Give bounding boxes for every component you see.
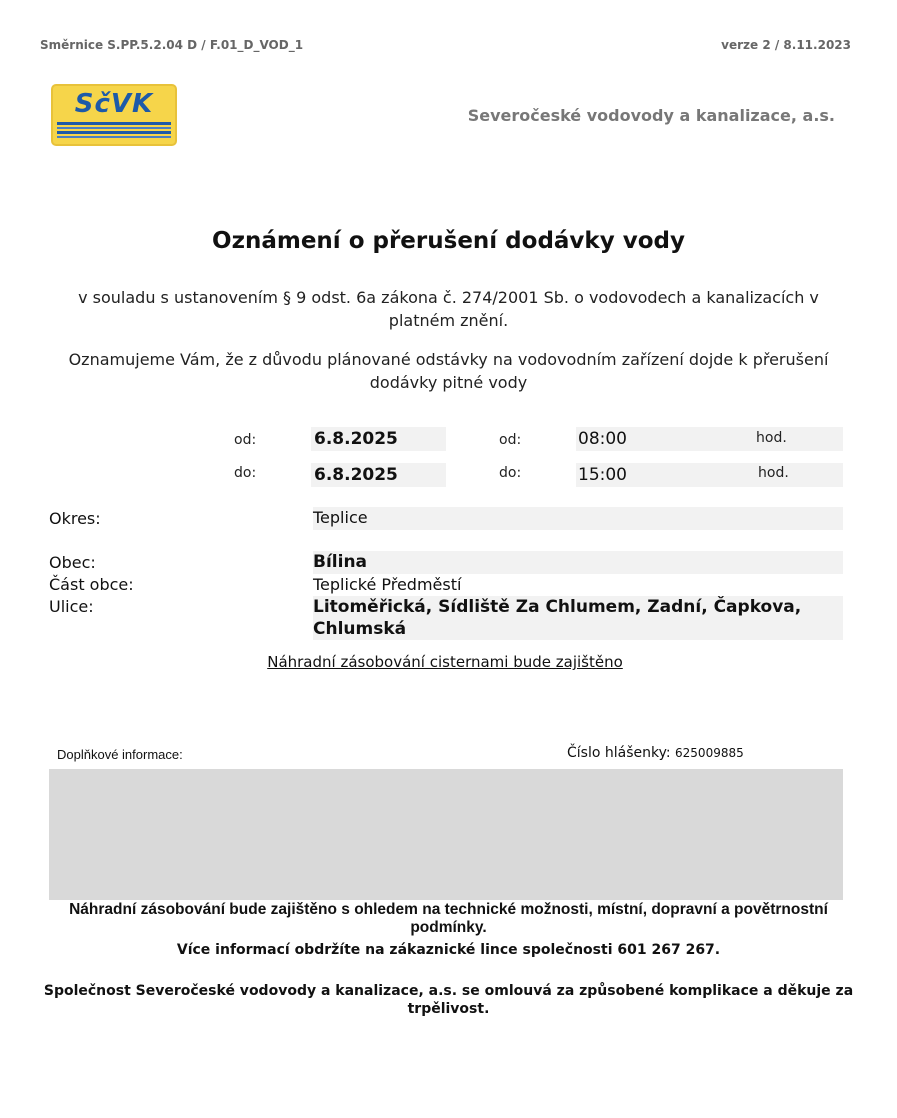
document-reference: Směrnice S.PP.5.2.04 D / F.01_D_VOD_1 bbox=[40, 38, 304, 52]
company-logo bbox=[51, 84, 177, 146]
footer-apology: Společnost Severočeské vodovody a kanalizace, a.s. se omlouvá za způsobené komplikace a děkuje za trpělivost. bbox=[43, 983, 854, 1017]
replacement-supply-note: Náhradní zásobování cisternami bude zajištěno bbox=[267, 653, 623, 671]
time-from-value: 08:00 bbox=[578, 429, 627, 449]
time-from-cell bbox=[576, 427, 843, 451]
document-version: verze 2 / 8.11.2023 bbox=[721, 38, 851, 52]
date-from-value: 6.8.2025 bbox=[314, 429, 398, 449]
announcement-text: Oznamujeme Vám, že z důvodu plánované odstávky na vodovodním zařízení dojde k přerušení dodávky pitné vody bbox=[68, 350, 829, 392]
report-number-row bbox=[567, 745, 744, 761]
report-number-value: 625009885 bbox=[675, 746, 744, 760]
municipality-value: Bílina bbox=[313, 551, 843, 574]
date-from-cell bbox=[311, 427, 446, 451]
company-name: Severočeské vodovody a kanalizace, a.s. bbox=[467, 106, 835, 125]
date-from-label: od: bbox=[234, 432, 257, 448]
report-number-label: Číslo hlášenky: bbox=[567, 745, 671, 761]
time-to-label: do: bbox=[499, 465, 522, 481]
extra-info-box bbox=[49, 769, 843, 900]
district-label: Okres: bbox=[49, 509, 101, 528]
logo-stripes bbox=[57, 122, 171, 142]
hours-label-to: hod. bbox=[758, 465, 789, 481]
date-to-value: 6.8.2025 bbox=[314, 465, 398, 485]
hours-label-from: hod. bbox=[756, 430, 787, 446]
district-part-label: Část obce: bbox=[49, 575, 134, 594]
time-from-label: od: bbox=[499, 432, 522, 448]
footer-contact: Více informací obdržíte na zákaznické lince společnosti 601 267 267. bbox=[176, 942, 721, 958]
footer-conditions: Náhradní zásobování bude zajištěno s ohledem na technické možnosti, místní, dopravní a povětrnostní podmínky. bbox=[69, 901, 828, 936]
page-title: Oznámení o přerušení dodávky vody bbox=[212, 228, 685, 254]
district-part-value: Teplické Předměstí bbox=[313, 575, 462, 594]
extra-info-label: Doplňkové informace: bbox=[57, 747, 183, 762]
logo-text: SčVK bbox=[74, 89, 154, 119]
date-to-cell bbox=[311, 463, 446, 487]
streets-value: Litoměřická, Sídliště Za Chlumem, Zadní, Čapkova, Chlumská bbox=[313, 596, 843, 640]
legal-intro: v souladu s ustanovením § 9 odst. 6a zákona č. 274/2001 Sb. o vodovodech a kanalizacích v platném znění. bbox=[78, 288, 819, 330]
streets-label: Ulice: bbox=[49, 597, 94, 616]
municipality-label: Obec: bbox=[49, 553, 96, 572]
date-to-label: do: bbox=[234, 465, 257, 481]
district-value: Teplice bbox=[313, 507, 843, 530]
time-to-cell bbox=[576, 463, 843, 487]
time-to-value: 15:00 bbox=[578, 465, 627, 485]
